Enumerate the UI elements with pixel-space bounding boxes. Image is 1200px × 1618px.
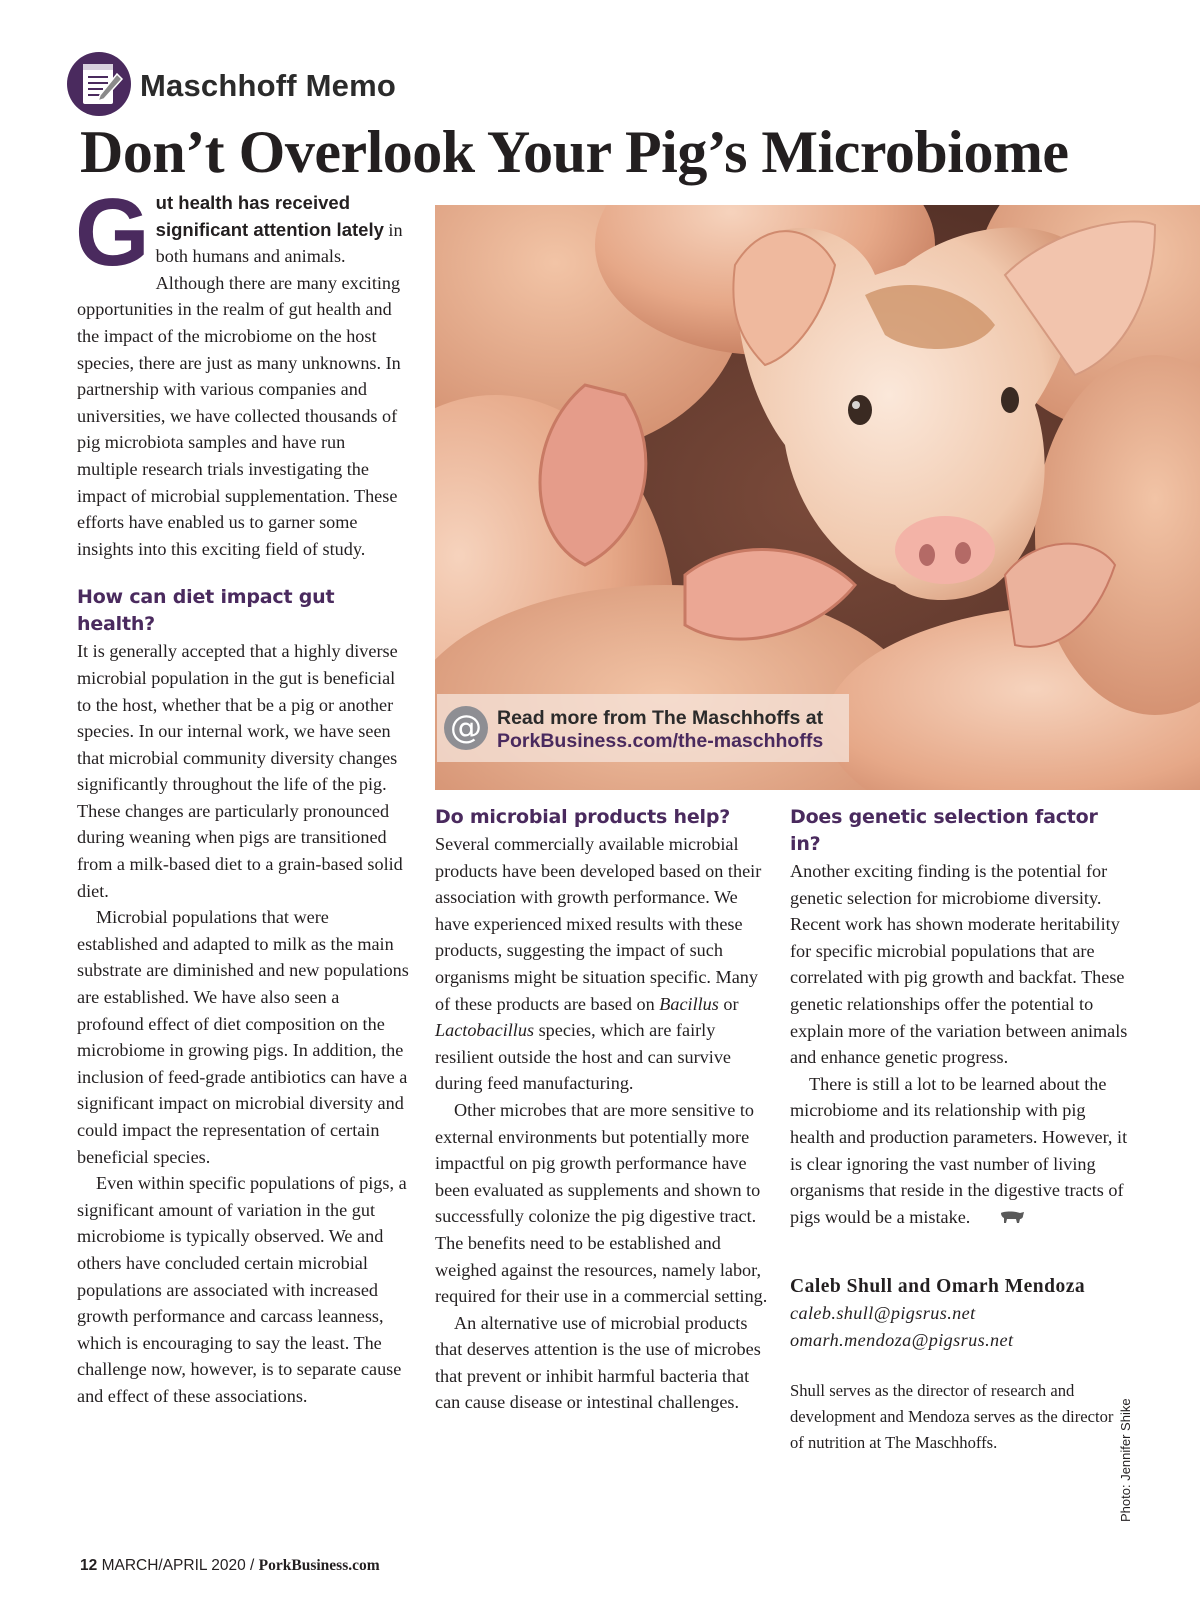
paragraph: Another exciting finding is the potential for genetic selection for microbiome diversity. Recent work has shown moderate heritability for specific microbial populations that are correlated with pig growth and backfat. These genetic relationships offer the potential to explain more of the variation between animals and enhance genetic progress. xyxy=(790,861,1128,1068)
intro-text: in both humans and animals. Although there are many exciting opportunities in the realm of gut health and the impact of the microbiome on the host species, there are just as many unknowns. In partnership with various companies and universities, we have collected thousands of pig microbiota samples and have run multiple research trials investigating the impact of microbial supplementation. These efforts have enabled us to garner some insights into this exciting field of study. xyxy=(77,219,403,559)
lead-bold-2: significant attention lately xyxy=(155,218,384,240)
drop-cap: G xyxy=(75,179,150,286)
paragraph: Other microbes that are more sensitive to external environments but potentially more impactful on pig growth performance have been evaluated as supplements and shown to successfully colonize the pig digestive tract. The benefits need to be established and weighed against the resources, namely labor, required for their use in a commercial setting. xyxy=(435,1099,768,1307)
paragraph xyxy=(435,831,772,1097)
paragraph: Even within specific populations of pigs, a significant amount of variation in the gut microbiome is typically observed. We and others have concluded certain microbial populations are associated with increased growth performance and carcass leanness, which is encouraging to say the least. The challenge now, however, is to separate cause and effect of these associations. xyxy=(77,1173,407,1406)
page-footer xyxy=(80,1557,380,1575)
memo-notepad-icon xyxy=(67,52,131,116)
paragraph: Microbial populations that were established and adapted to milk as the main substrate are diminished and new populations are established. We have also seen a profound effect of diet composition on the microbiome in growing pigs. In addition, the inclusion of feed-grade antibiotics can have a significant impact on microbial diversity and could impact the representation of certain beneficial species. xyxy=(77,907,409,1167)
callout-line1: Read more from The Maschhoffs at xyxy=(497,707,824,729)
heading-genetics: Does genetic selection factor in? xyxy=(790,806,1098,855)
author-names: Caleb Shull and Omarh Mendoza xyxy=(790,1275,1086,1297)
issue-date: MARCH/APRIL 2020 / xyxy=(101,1557,255,1574)
heading-diet: How can diet impact gut health? xyxy=(77,586,335,636)
text-span: Several commercially available microbial products have been developed based on their association with growth performance. We have experienced mixed results with these products, suggesting the impact of such organisms might be situation specific. Many of these products are based on xyxy=(435,834,762,1014)
callout-link[interactable]: PorkBusiness.com/the-maschhoffs xyxy=(497,730,824,752)
author-email-1[interactable]: caleb.shull@pigsrus.net xyxy=(790,1303,976,1324)
text-span: or xyxy=(718,993,739,1014)
headline: Don’t Overlook Your Pig’s Microbiome xyxy=(80,119,1069,185)
photo-credit: Photo: Jennifer Shike xyxy=(1118,1398,1133,1522)
paragraph: An alternative use of microbial products that deserves attention is the use of microbes that prevent or inhibit harmful bacteria that can cause disease or intestinal challenges. xyxy=(435,1312,761,1413)
author-email-2[interactable]: omarh.mendoza@pigsrus.net xyxy=(790,1330,1014,1351)
intro-paragraph xyxy=(75,179,409,562)
author-bio: Shull serves as the director of research and development and Mendoza serves as the director of nutrition at The Maschhoffs. xyxy=(790,1380,1114,1452)
italic-term: Bacillus xyxy=(659,993,719,1014)
column-3 xyxy=(790,804,1130,1456)
lead-bold-1: ut health has received xyxy=(155,192,350,213)
footer-site: PorkBusiness.com xyxy=(258,1557,380,1574)
heading-products: Do microbial products help? xyxy=(435,806,731,828)
text-span: There is still a lot to be learned about the microbiome and its relationship with pig health and production parameters. However, it is clear ignoring the vast number of living organisms that reside in the digestive tracts of pigs would be a mistake. xyxy=(790,1073,1128,1227)
section-label: Maschhoff Memo xyxy=(140,68,396,103)
paragraph: It is generally accepted that a highly diverse microbial population in the gut is beneficial to the host, whether that be a pig or another species. In our internal work, we have seen that microbial community diversity changes significantly throughout the life of the pig. These changes are particularly pronounced during weaning when pigs are transitioned from a milk-based diet to a grain-based solid diet. xyxy=(77,641,403,901)
italic-term: Lactobacillus xyxy=(435,1020,535,1041)
column-2 xyxy=(435,804,772,1416)
column-1 xyxy=(75,179,409,1410)
callout-text xyxy=(497,707,823,753)
text-span: species, which are fairly resilient outside the host and can survive during feed manufacturing. xyxy=(435,1020,731,1094)
paragraph xyxy=(790,1071,1130,1232)
page-number: 12 xyxy=(80,1557,98,1574)
pig-end-mark-icon xyxy=(980,1205,1025,1232)
at-sign-icon: @ xyxy=(444,706,488,750)
